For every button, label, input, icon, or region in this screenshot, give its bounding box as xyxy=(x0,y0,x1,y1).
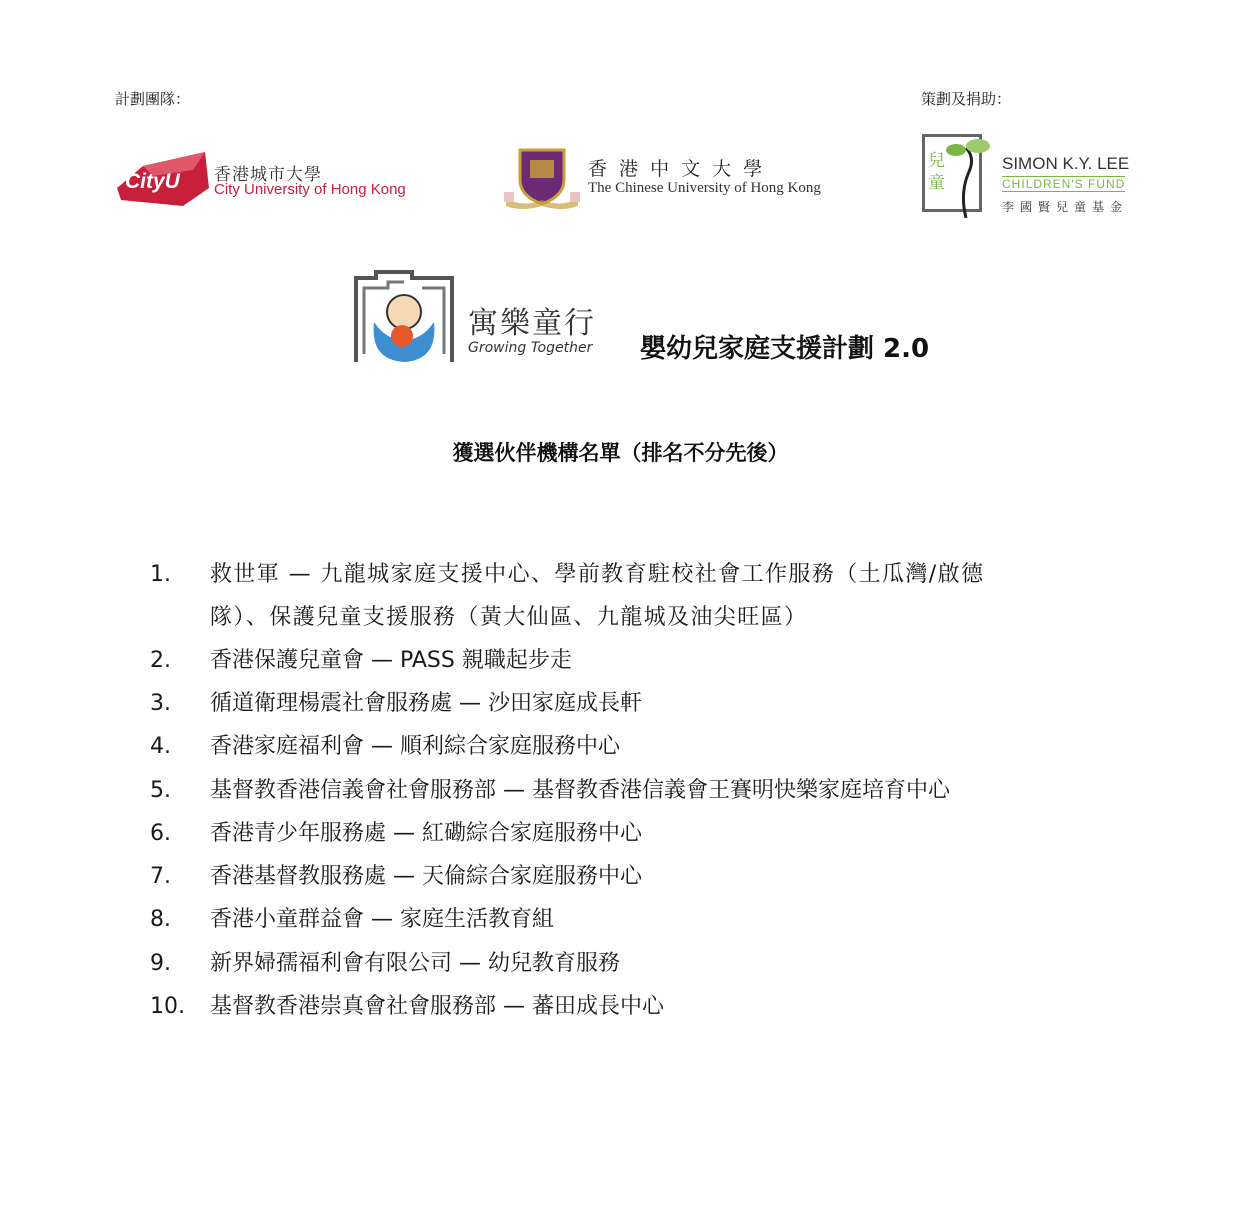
cuhk-name-en: The Chinese University of Hong Kong xyxy=(588,180,821,196)
list-item-number: 3. xyxy=(150,691,171,716)
list-item-text: 基督教香港崇真會社會服務部 — 蕃田成長中心 xyxy=(210,994,664,1019)
cityu-name-cn: 香港城市大學 xyxy=(214,165,322,185)
list-item-number: 6. xyxy=(150,821,171,846)
program-subtitle: 獲選伙伴機構名單（排名不分先後） xyxy=(452,441,789,465)
cityu-logo xyxy=(113,148,433,208)
list-item-text: 香港家庭福利會 — 順利綜合家庭服務中心 xyxy=(210,734,620,759)
list-item-text: 基督教香港信義會社會服務部 — 基督教香港信義會王賽明快樂家庭培育中心 xyxy=(210,778,950,803)
list-item-number: 7. xyxy=(150,864,171,889)
list-item-number: 10. xyxy=(150,994,185,1019)
list-item-text: 香港小童群益會 — 家庭生活教育組 xyxy=(210,907,554,932)
growing-name-en: Growing Together xyxy=(468,340,593,356)
list-item-text-continued: 隊）、保護兒童支援服務（黃大仙區、九龍城及油尖旺區） xyxy=(210,605,808,630)
growing-together-logo xyxy=(352,270,612,366)
list-item-number: 5. xyxy=(150,778,171,803)
list-item-text: 新界婦孺福利會有限公司 — 幼兒教育服務 xyxy=(210,951,620,976)
simon-sub-en: CHILDREN'S FUND xyxy=(1002,177,1126,191)
program-title: 嬰幼兒家庭支援計劃 2.0 xyxy=(640,334,930,364)
sponsor-label: 策劃及捐助： xyxy=(921,90,1012,108)
cuhk-name-cn: 香 港 中 文 大 學 xyxy=(588,158,766,180)
simon-lee-logo xyxy=(922,134,1137,218)
list-item-text: 香港青少年服務處 — 紅磡綜合家庭服務中心 xyxy=(210,821,642,846)
list-item-text: 救世軍 — 九龍城家庭支援中心、學前教育駐校社會工作服務（土瓜灣/啟德 xyxy=(210,562,985,587)
list-item-number: 1. xyxy=(150,562,171,587)
cuhk-logo xyxy=(502,148,852,210)
list-item-number: 8. xyxy=(150,907,171,932)
cityu-name-en: City University of Hong Kong xyxy=(214,181,406,198)
cityu-mark-text: CityU xyxy=(125,170,180,193)
list-item-text: 香港基督教服務處 — 天倫綜合家庭服務中心 xyxy=(210,864,642,889)
list-item-text: 循道衛理楊震社會服務處 — 沙田家庭成長軒 xyxy=(210,691,642,716)
list-item-number: 2. xyxy=(150,648,171,673)
list-item-number: 4. xyxy=(150,734,171,759)
growing-together-icon xyxy=(352,270,462,366)
team-label: 計劃團隊： xyxy=(115,90,191,108)
list-item-number: 9. xyxy=(150,951,171,976)
simon-name-cn: 李國賢兒童基金 xyxy=(1002,200,1129,214)
simon-seal-text: 兒童 xyxy=(928,151,945,193)
simon-name-en: SIMON K.Y. LEE xyxy=(1002,154,1130,173)
list-item-text: 香港保護兒童會 — PASS 親職起步走 xyxy=(210,648,572,673)
growing-name-cn: 寓樂童行 xyxy=(468,306,596,341)
cuhk-crest-icon xyxy=(502,148,582,210)
